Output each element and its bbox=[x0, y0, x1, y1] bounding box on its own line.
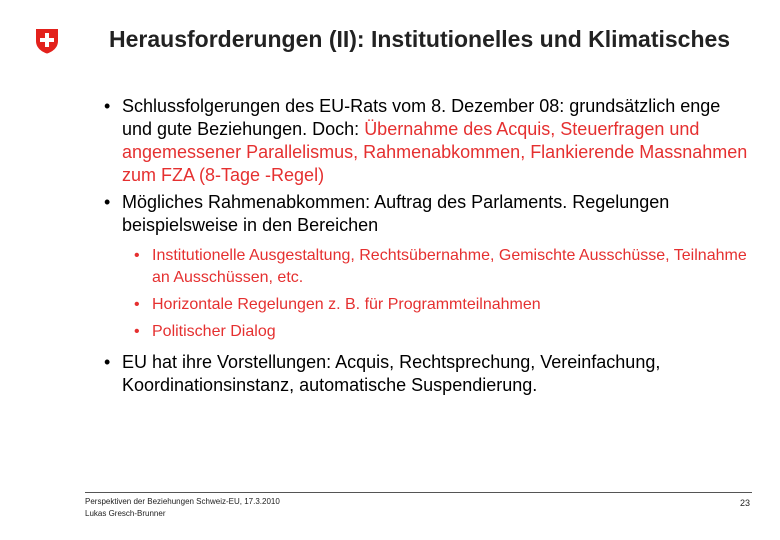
bullet-text-highlight: Übernahme des Acquis, Steuerfragen und angemessener Parallelismus, Rahmenabkommen, Flankierende Massnahmen zum FZA (8-Tage -Regel) bbox=[122, 119, 748, 185]
bullet-icon: • bbox=[134, 247, 140, 264]
slide-title: Herausforderungen (II): Institutionelles und Klimatisches bbox=[109, 26, 731, 52]
footer-divider bbox=[85, 492, 752, 493]
sub-bullet-text: Horizontale Regelungen z. B. für Programmteilnahmen bbox=[152, 296, 541, 313]
swiss-cross-shield-icon bbox=[35, 28, 59, 54]
bullet-text: Schlussfolgerungen des EU-Rats vom 8. Dezember 08: grundsätzlich enge und gute Beziehungen. Doch: bbox=[122, 96, 721, 139]
sub-bullet-item bbox=[130, 294, 754, 316]
sub-bullet-item bbox=[130, 321, 754, 343]
bullet-icon: • bbox=[134, 296, 140, 313]
page-number: 23 bbox=[739, 498, 750, 508]
footer bbox=[85, 496, 280, 520]
bullet-text: EU hat ihre Vorstellungen: Acquis, Rechtsprechung, Vereinfachung, Koordinationsinstanz, automatische Suspendierung. bbox=[122, 352, 661, 395]
footer-author: Lukas Gresch-Brunner bbox=[85, 509, 166, 518]
bullet-icon: • bbox=[104, 96, 111, 116]
bullet-icon: • bbox=[134, 323, 140, 340]
bullet-icon: • bbox=[104, 192, 111, 212]
sub-bullet-text: Politischer Dialog bbox=[152, 323, 276, 340]
sub-bullet-item bbox=[130, 245, 754, 289]
bullet-text: Mögliches Rahmenabkommen: Auftrag des Parlaments. Regelungen beispielsweise in den Bereichen bbox=[122, 192, 670, 235]
sub-bullet-text: Institutionelle Ausgestaltung, Rechtsübernahme, Gemischte Ausschüsse, Teilnahme an Ausschüssen, etc. bbox=[152, 247, 747, 286]
bullet-item bbox=[104, 95, 754, 187]
bullet-item bbox=[104, 351, 754, 397]
footer-title: Perspektiven der Beziehungen Schweiz-EU, 17.3.2010 bbox=[85, 497, 280, 506]
bullet-list bbox=[104, 95, 754, 401]
sub-bullet-list bbox=[104, 245, 754, 343]
bullet-icon: • bbox=[104, 352, 111, 372]
bullet-item bbox=[104, 191, 754, 237]
